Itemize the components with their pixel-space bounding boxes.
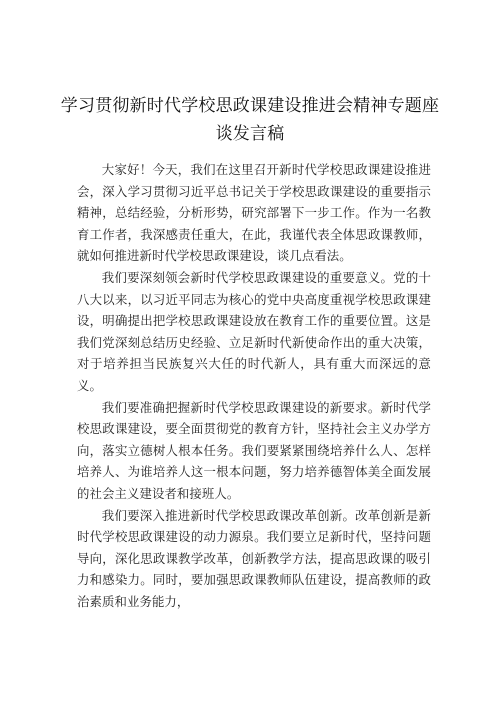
document-title: 学习贯彻新时代学校思政课建设推进会精神专题座谈发言稿 — [60, 96, 440, 144]
paragraph-4: 我们要深入推进新时代学校思政课改革创新。改革创新是新时代学校思政课建设的动力源泉。我们要立足新时代，坚持问题导向，深化思政课教学改革，创新教学方法，提高思政课的吸引力和感染力。同时，要加强思政课教师队伍建设，提高教师的政治素质和业务能力， — [77, 507, 431, 609]
paragraph-3: 我们要准确把握新时代学校思政课建设的新要求。新时代学校思政课建设，要全面贯彻党的教育方针，坚持社会主义办学方向，落实立德树人根本任务。我们要紧紧围绕培养什么人、怎样培养人、为谁培养人这一根本问题，努力培养德智体美全面发展的社会主义建设者和接班人。 — [77, 399, 431, 501]
paragraph-2: 我们要深刻领会新时代学校思政课建设的重要意义。党的十八大以来，以习近平同志为核心的党中央高度重视学校思政课建设，明确提出把学校思政课建设放在教育工作的重要位置。这是我们党深刻总结历史经验、立足新时代新使命作出的重大决策，对于培养担当民族复兴大任的时代新人，具有重大而深远的意义。 — [77, 269, 431, 393]
document-body — [77, 159, 431, 612]
paragraph-1: 大家好！今天，我们在这里召开新时代学校思政课建设推进会，深入学习贯彻习近平总书记关于学校思政课建设的重要指示精神，总结经验，分析形势，研究部署下一步工作。作为一名教育工作者，我深感责任重大，在此，我谨代表全体思政课教师，就如何推进新时代学校思政课建设，谈几点看法。 — [77, 162, 431, 264]
